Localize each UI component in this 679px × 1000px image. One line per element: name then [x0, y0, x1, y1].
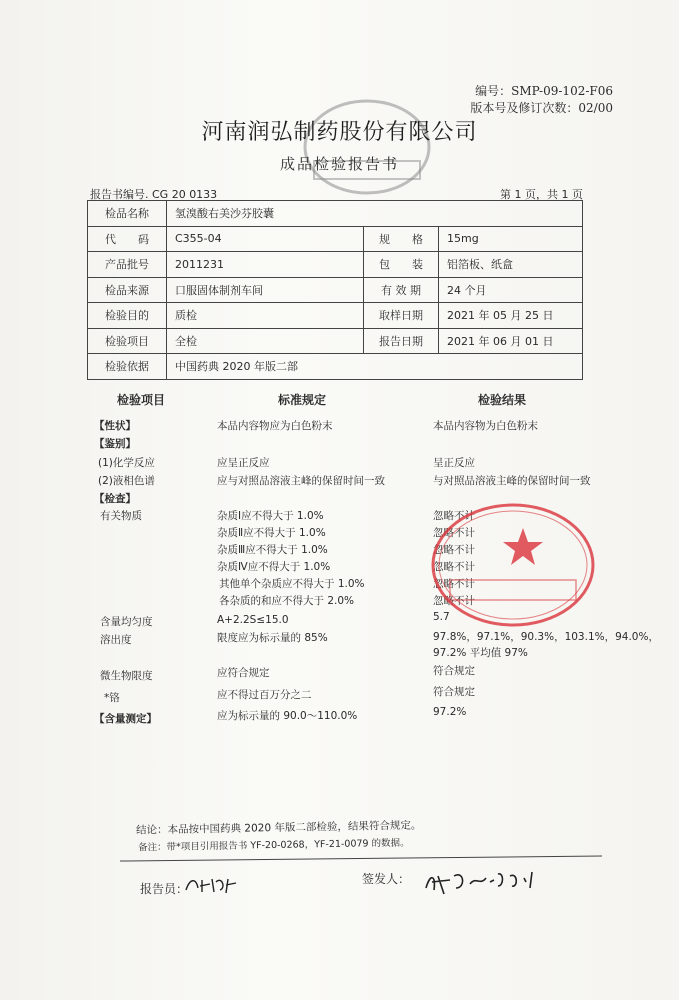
product-info-table: [87, 200, 583, 380]
batch-label: 产品批号: [88, 252, 167, 278]
batch-value: 2011231: [167, 252, 364, 278]
std-liquid-chromatography: 应与对照品溶液主峰的保留时间一致: [217, 475, 385, 487]
reporter-label: 报告员：: [140, 882, 189, 896]
item-assay: 【含量测定】: [94, 713, 157, 725]
std-chromium: 应不得过百万分之二: [217, 689, 312, 701]
std-dissolution: 限度应为标示量的 85%: [217, 632, 328, 644]
source-value: 口服固体制剂车间: [167, 277, 364, 303]
items-value: 全检: [167, 328, 364, 354]
item-related-substances: 有关物质: [100, 510, 142, 522]
product-name-label: 检品名称: [88, 201, 167, 227]
res-impurity-1: 忽略不计: [433, 510, 475, 522]
std-chemical-reaction: 应呈正反应: [217, 457, 270, 469]
std-microbial-limit: 应符合规定: [217, 667, 270, 679]
res-total-impurity: 忽略不计: [433, 595, 475, 607]
res-dissolution-1: 97.8%，97.1%，90.3%，103.1%，94.0%，: [433, 631, 659, 643]
item-check: 【检查】: [94, 493, 136, 505]
code-value: C355-04: [167, 226, 364, 252]
item-content-uniformity: 含量均匀度: [100, 616, 153, 628]
res-appearance: 本品内容物为白色粉末: [433, 420, 538, 432]
res-impurity-3: 忽略不计: [433, 544, 475, 556]
document-code: 编号：SMP-09-102-F06: [475, 84, 613, 98]
item-appearance: 【性状】: [94, 420, 136, 432]
product-name: 氢溴酸右美沙芬胶囊: [167, 201, 583, 227]
footer-divider: [120, 855, 602, 861]
package-label: 包 装: [364, 252, 439, 278]
spec-label: 规 格: [364, 226, 439, 252]
res-dissolution-2: 97.2% 平均值 97%: [433, 647, 528, 659]
std-impurity-4: 杂质Ⅳ应不得大于 1.0%: [217, 561, 331, 573]
item-chromium: *铬: [104, 692, 120, 704]
std-impurity-1: 杂质Ⅰ应不得大于 1.0%: [217, 510, 324, 522]
sample-date-value: 2021 年 05 月 25 日: [439, 303, 583, 329]
std-content-uniformity: A+2.2S≤15.0: [217, 614, 289, 626]
reporter-signature: [182, 874, 242, 896]
validity-value: 24 个月: [439, 277, 583, 303]
res-impurity-2: 忽略不计: [433, 527, 475, 539]
col-header-result: 检验结果: [478, 393, 527, 407]
item-identification: 【鉴别】: [94, 438, 136, 450]
conclusion: 结论：本品按中国药典 2020 年版二部检验，结果符合规定。: [135, 819, 422, 837]
quality-stamp: [428, 500, 598, 630]
std-appearance: 本品内容物应为白色粉末: [217, 420, 333, 432]
basis-label: 检验依据: [88, 354, 167, 380]
std-assay: 应为标示量的 90.0～110.0%: [217, 710, 358, 722]
res-other-impurity: 忽略不计: [433, 578, 475, 590]
issuer-label: 签发人：: [362, 872, 411, 886]
std-impurity-3: 杂质Ⅲ应不得大于 1.0%: [217, 544, 328, 556]
issuer-signature: [420, 866, 550, 898]
report-date-label: 报告日期: [364, 328, 439, 354]
std-impurity-2: 杂质Ⅱ应不得大于 1.0%: [217, 527, 326, 539]
col-header-item: 检验项目: [117, 393, 166, 407]
company-name: 河南润弘制药股份有限公司: [201, 120, 478, 145]
item-dissolution: 溶出度: [100, 634, 132, 646]
std-total-impurity: 各杂质的和应不得大于 2.0%: [219, 595, 355, 607]
report-title: 成品检验报告书: [279, 155, 399, 173]
res-liquid-chromatography: 与对照品溶液主峰的保留时间一致: [433, 475, 591, 487]
validity-label: 有 效 期: [364, 277, 439, 303]
purpose-value: 质检: [167, 303, 364, 329]
res-content-uniformity: 5.7: [433, 611, 450, 623]
res-chemical-reaction: 呈正反应: [433, 457, 475, 469]
code-label: 代 码: [88, 226, 167, 252]
purpose-label: 检验目的: [88, 303, 167, 329]
items-label: 检验项目: [88, 328, 167, 354]
package-value: 铝箔板、纸盒: [439, 252, 583, 278]
res-impurity-4: 忽略不计: [433, 561, 475, 573]
report-number: 报告书编号. CG 20 0133: [90, 188, 218, 201]
std-other-impurity: 其他单个杂质应不得大于 1.0%: [219, 578, 365, 590]
item-liquid-chromatography: (2)液相色谱: [98, 475, 155, 487]
note: 备注：带*项目引用报告书 YF-20-0268，YF-21-0079 的数据。: [137, 837, 410, 854]
res-chromium: 符合规定: [433, 686, 475, 698]
res-microbial-limit: 符合规定: [433, 665, 475, 677]
basis-value: 中国药典 2020 年版二部: [167, 354, 583, 380]
col-header-standard: 标准规定: [278, 393, 327, 407]
sample-date-label: 取样日期: [364, 303, 439, 329]
revision-number: 版本号及修订次数：02/00: [470, 101, 613, 115]
item-chemical-reaction: (1)化学反应: [98, 457, 155, 469]
res-assay: 97.2%: [433, 706, 467, 718]
source-label: 检品来源: [88, 277, 167, 303]
report-date-value: 2021 年 06 月 01 日: [439, 328, 583, 354]
page-info: 第 1 页，共 1 页: [500, 188, 583, 201]
spec-value: 15mg: [439, 226, 583, 252]
item-microbial-limit: 微生物限度: [100, 670, 153, 682]
